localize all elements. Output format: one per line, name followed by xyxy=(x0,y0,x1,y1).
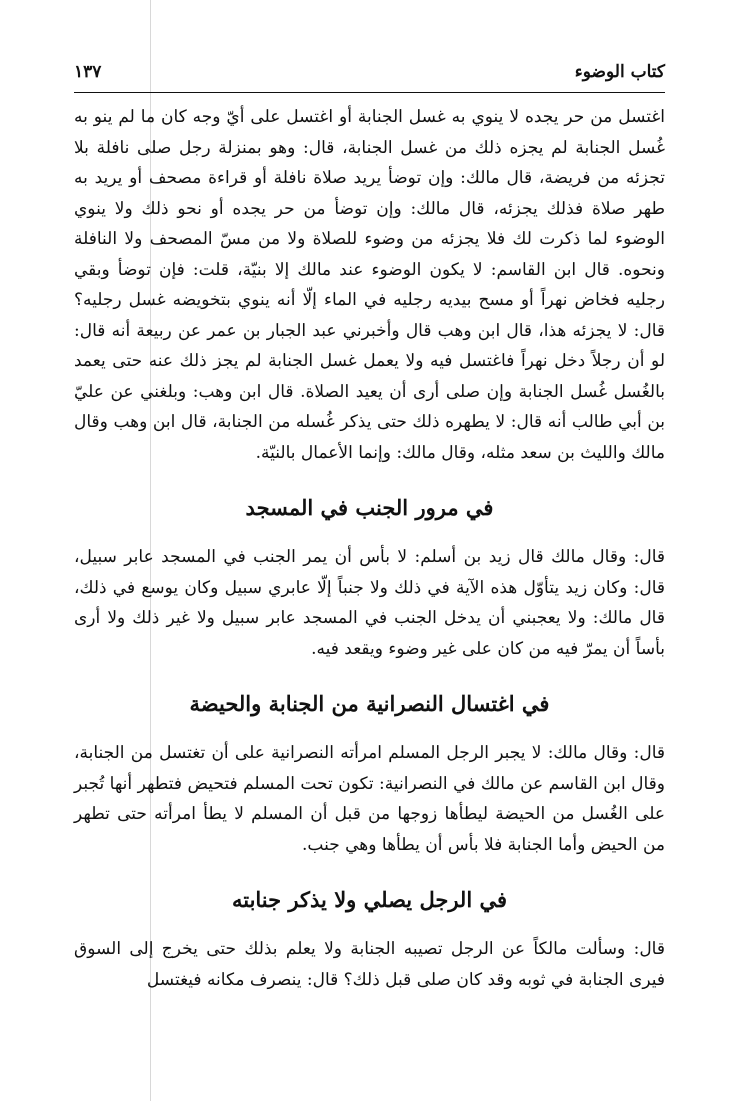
page-number: ١٣٧ xyxy=(74,62,102,82)
section-paragraph: قال: وقال مالك: لا يجبر الرجل المسلم امرأته النصرانية على أن تغتسل من الجنابة، وقال ابن القاسم عن مالك في النصرانية: تكون تحت المسلم فتحيض فتطهر أنها تُجبر على الغُسل من الحيضة ليطأها زوجها من قبل أن المسلم لا يطأ امرأته حتى تطهر من الحيض وأما الجنابة فلا بأس أن يطأها وهي جنب. xyxy=(74,743,665,855)
header-rule xyxy=(74,92,665,93)
running-title: كتاب الوضوء xyxy=(574,62,665,82)
section-heading: في مرور الجنب في المسجد xyxy=(245,495,494,520)
section-heading: في اغتسال النصرانية من الجنابة والحيضة xyxy=(189,691,550,716)
page-body xyxy=(74,102,665,995)
page-header xyxy=(74,62,665,92)
section-paragraph: قال: وقال مالك قال زيد بن أسلم: لا بأس أن يمر الجنب في المسجد عابر سبيل، قال: وكان زيد يتأوّل هذه الآية في ذلك ولا جنباً إلّا عابري سبيل وكان يوسع في ذلك، قال مالك: ولا يعجبني أن يدخل الجنب في المسجد عابر سبيل ولا غير ذلك ولا أرى بأساً أن يمرّ فيه من كان على غير وضوء ويقعد فيه. xyxy=(74,547,665,659)
intro-paragraph: اغتسل من حر يجده لا ينوي به غسل الجنابة أو اغتسل على أيّ وجه كان ما لم ينو به غُسل الجنابة لم يجزه ذلك من غسل الجنابة، قال: وهو بمنزلة رجل صلى نافلة بلا تجزئه من فريضة، قال مالك: وإن توضأ يريد صلاة نافلة أو قراءة مصحف أو يريد به طهر صلاة فذلك يجزئه، قال مالك: وإن توضأ من حر يجده أو نحو ذلك ولا ينوي الوضوء لما ذكرت لك فلا يجزئه من وضوء للصلاة ولا من مسّ المصحف ولا النافلة ونحوه. قال ابن القاسم: لا يكون الوضوء عند مالك إلا بنيّة، قلت: فإن توضأ وبقي رجليه فخاض نهراً أو مسح بيديه رجليه في الماء إلّا أنه ينوي بتخويضه غسل رجليه؟ قال: لا يجزئه هذا، قال ابن وهب قال وأخبرني عبد الجبار بن عمر عن ربيعة أنه قال: لو أن رجلاً دخل نهراً فاغتسل فيه ولا يعمل غسل الجنابة لم يجز ذلك عنه حتى يعمد بالغُسل غُسل الجنابة وإن صلى أرى أن يعيد الصلاة. قال ابن وهب: وبلغني عن عليّ بن أبي طالب أنه قال: لا يطهره ذلك حتى يذكر غُسله من الجنابة، قال ابن وهب وقال مالك والليث بن سعد مثله، وقال مالك: وإنما الأعمال بالنيّة. xyxy=(74,107,665,463)
section-heading: في الرجل يصلي ولا يذكر جنابته xyxy=(231,887,508,912)
section-paragraph: قال: وسألت مالكاً عن الرجل تصيبه الجنابة ولا يعلم بذلك حتى يخرج إلى السوق فيرى الجنابة في ثوبه وقد كان صلى قبل ذلك؟ قال: ينصرف مكانه فيغتسل xyxy=(74,939,665,990)
